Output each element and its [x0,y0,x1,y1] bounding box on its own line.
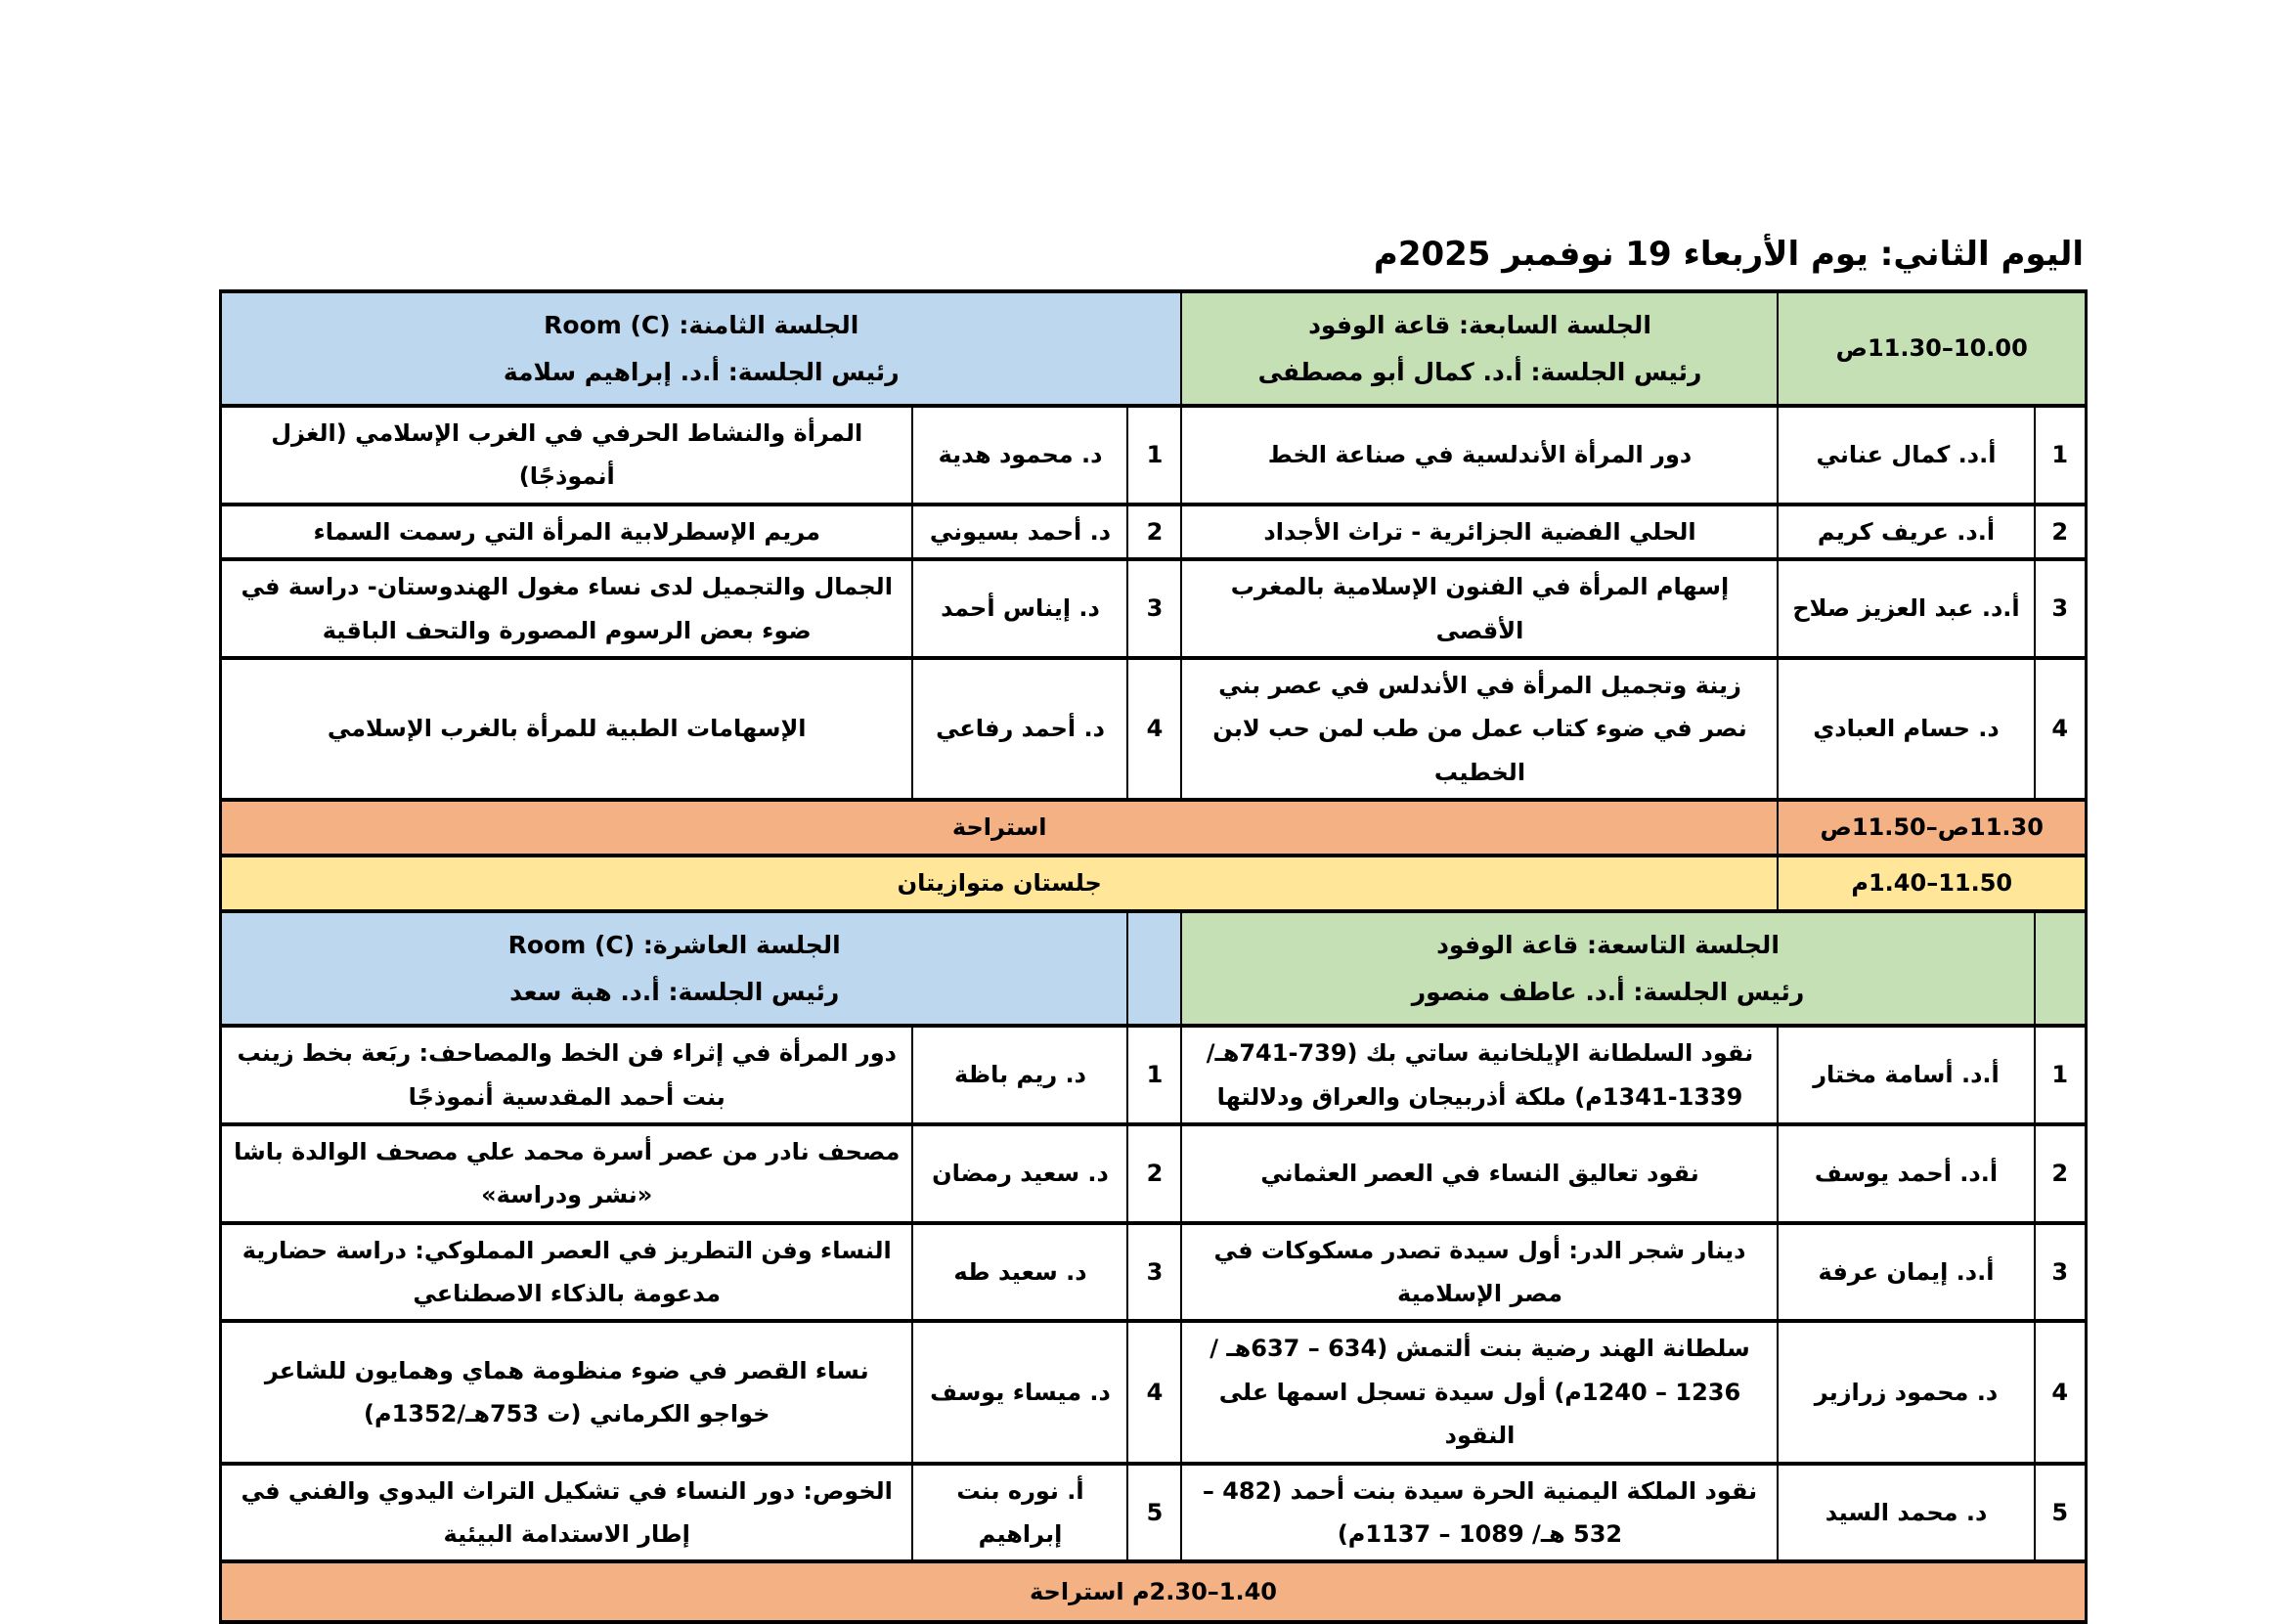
row-number: 4 [1127,658,1181,800]
paper-title-cell: مصحف نادر من عصر أسرة محمد علي مصحف الوالدة باشا «نشر ودراسة» [220,1124,912,1223]
session-7-name: الجلسة السابعة: قاعة الوفود [1308,311,1651,339]
speaker-cell: أ.د. عبد العزيز صلاح [1778,559,2034,658]
row-number: 3 [1127,1223,1181,1322]
row-number: 2 [2035,505,2087,559]
speaker-cell: أ.د. أسامة مختار [1778,1026,2034,1124]
speaker-cell: د. ريم باظة [912,1026,1127,1124]
speaker-cell: د. محمد السيد [1778,1464,2034,1562]
table-row [220,559,2086,658]
paper-title-cell: الجمال والتجميل لدى نساء مغول الهندوستان- دراسة في ضوء بعض الرسوم المصورة والتحف الباقية [220,559,912,658]
row-number: 1 [2035,1026,2087,1124]
row-number: 3 [2035,1223,2087,1322]
parallel-time-cell: 11.50–1.40م [1778,856,2086,911]
table-row [220,1124,2086,1223]
final-break-row [220,1561,2086,1622]
paper-title-cell: دور المرأة في إثراء فن الخط والمصاحف: ربَعة بخط زينب بنت أحمد المقدسية أنموذجًا [220,1026,912,1124]
paper-title-cell: الخوص: دور النساء في تشكيل التراث اليدوي والفني في إطار الاستدامة البيئية [220,1464,912,1562]
break-label-cell: استراحة [220,800,1778,856]
session-9-header [1181,911,2034,1026]
row-number: 5 [2035,1464,2087,1562]
paper-title-cell: إسهام المرأة في الفنون الإسلامية بالمغرب الأقصى [1181,559,1778,658]
row-number: 3 [1127,559,1181,658]
table-row [220,406,2086,505]
speaker-cell: أ.د. عريف كريم [1778,505,2034,559]
paper-title-cell: مريم الإسطرلابية المرأة التي رسمت السماء [220,505,912,559]
row-number: 4 [1127,1321,1181,1463]
paper-title-cell: سلطانة الهند رضية بنت ألتمش (634 – 637هـ / 1236 – 1240م) أول سيدة تسجل اسمها على النقود [1181,1321,1778,1463]
block2-header-row [220,911,2086,1026]
table-row [220,505,2086,559]
paper-title-cell: الحلي الفضية الجزائرية - تراث الأجداد [1181,505,1778,559]
speaker-cell: د. أحمد بسيوني [912,505,1127,559]
parallel-sessions-row [220,856,2086,911]
paper-title-cell: الإسهامات الطبية للمرأة بالغرب الإسلامي [220,658,912,800]
row-number: 2 [1127,505,1181,559]
paper-title-cell: دينار شجر الدر: أول سيدة تصدر مسكوكات في مصر الإسلامية [1181,1223,1778,1322]
paper-title-cell: دور المرأة الأندلسية في صناعة الخط [1181,406,1778,505]
speaker-cell: د. سعيد طه [912,1223,1127,1322]
break-row [220,800,2086,856]
table-row [220,1223,2086,1322]
paper-title-cell: نقود السلطانة الإيلخانية ساتي بك (739-741هـ/ 1339-1341م) ملكة أذربيجان والعراق ودلالتها [1181,1026,1778,1124]
paper-title-cell: المرأة والنشاط الحرفي في الغرب الإسلامي (الغزل أنموذجًا) [220,406,912,505]
session-10-chair: رئيس الجلسة: أ.د. هبة سعد [509,977,840,1006]
session-7-header [1181,291,1778,406]
paper-title-cell: زينة وتجميل المرأة في الأندلس في عصر بني نصر في ضوء كتاب عمل من طب لمن حب لابن الخطيب [1181,658,1778,800]
speaker-cell: د. سعيد رمضان [912,1124,1127,1223]
row-number: 4 [2035,658,2087,800]
row-number: 3 [2035,559,2087,658]
table-row [220,1321,2086,1463]
session-9-number-spacer [2035,911,2087,1026]
row-number: 1 [1127,406,1181,505]
session-10-header [220,911,1127,1026]
row-number: 1 [2035,406,2087,505]
final-break-label-cell: 1.40–2.30م استراحة [220,1561,2086,1622]
speaker-cell: د. أحمد رفاعي [912,658,1127,800]
session-9-name: الجلسة التاسعة: قاعة الوفود [1436,931,1780,960]
paper-title-cell: نقود الملكة اليمنية الحرة سيدة بنت أحمد (482 – 532 هـ/ 1089 – 1137م) [1181,1464,1778,1562]
speaker-cell: د. ميساء يوسف [912,1321,1127,1463]
speaker-cell: أ.د. إيمان عرفة [1778,1223,2034,1322]
table-row [220,1464,2086,1562]
session-8-name: الجلسة الثامنة: Room (C) [544,311,859,339]
session-9-chair: رئيس الجلسة: أ.د. عاطف منصور [1411,977,1805,1006]
paper-title-cell: نقود تعاليق النساء في العصر العثماني [1181,1124,1778,1223]
speaker-cell: د. محمود هدية [912,406,1127,505]
block1-time-cell: 10.00–11.30ص [1778,291,2086,406]
session-7-chair: رئيس الجلسة: أ.د. كمال أبو مصطفى [1257,357,1702,386]
table-row [220,1026,2086,1124]
schedule-table [219,289,2088,1624]
row-number: 4 [2035,1321,2087,1463]
speaker-cell: أ. نوره بنت إبراهيم [912,1464,1127,1562]
paper-title-cell: النساء وفن التطريز في العصر المملوكي: دراسة حضارية مدعومة بالذكاء الاصطناعي [220,1223,912,1322]
session-8-chair: رئيس الجلسة: أ.د. إبراهيم سلامة [503,357,900,386]
row-number: 2 [1127,1124,1181,1223]
speaker-cell: د. محمود زرازير [1778,1321,2034,1463]
speaker-cell: أ.د. كمال عناني [1778,406,2034,505]
document-content [222,235,2088,1624]
speaker-cell: أ.د. أحمد يوسف [1778,1124,2034,1223]
speaker-cell: د. إيناس أحمد [912,559,1127,658]
break-time-cell: 11.30ص–11.50ص [1778,800,2086,856]
speaker-cell: د. حسام العبادي [1778,658,2034,800]
row-number: 2 [2035,1124,2087,1223]
block1-header-row [220,291,2086,406]
row-number: 1 [1127,1026,1181,1124]
parallel-label-cell: جلستان متوازيتان [220,856,1778,911]
paper-title-cell: نساء القصر في ضوء منظومة هماي وهمايون للشاعر خواجو الكرماني (ت 753هـ/1352م) [220,1321,912,1463]
session-10-name: الجلسة العاشرة: Room (C) [507,931,841,960]
row-number: 5 [1127,1464,1181,1562]
page-title: اليوم الثاني: يوم الأربعاء 19 نوفمبر 2025م [1373,235,2084,274]
session-10-number-spacer [1127,911,1181,1026]
table-row [220,658,2086,800]
session-8-header [220,291,1181,406]
